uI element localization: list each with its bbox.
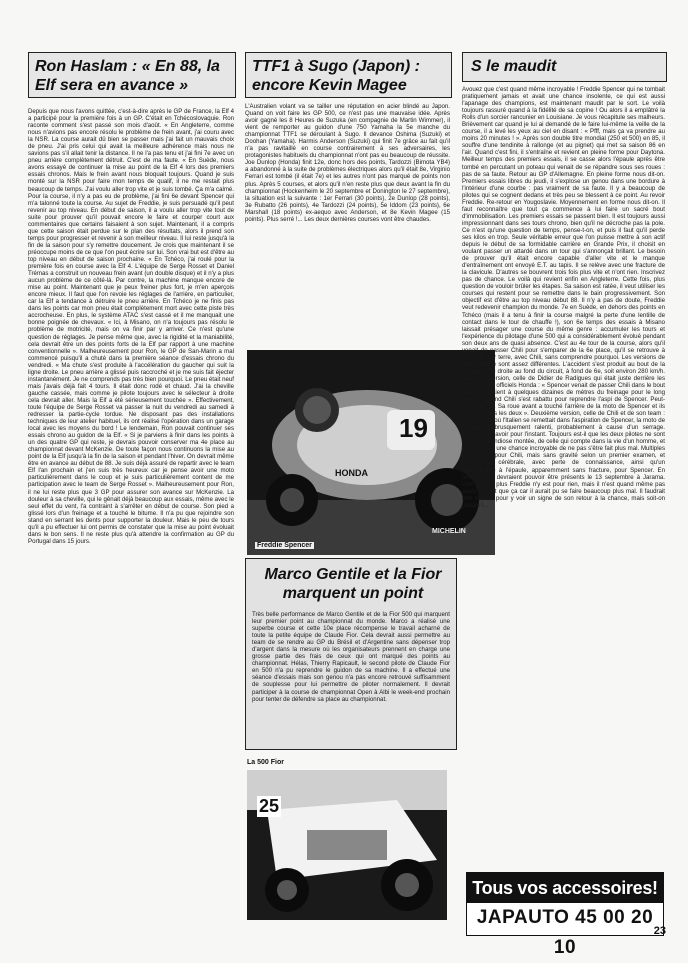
motorcycle-illustration <box>247 350 495 555</box>
tyre-label: MICHELIN <box>432 528 466 535</box>
article3-title: S le maudit <box>471 58 557 75</box>
article2-title: TTF1 à Sugo (Japon) : encore Kevin Magee <box>252 58 420 94</box>
article4-body: Très belle performance de Marco Gentile et de la Fior 500 qui marquent leur premier point au championnat du monde. Marco a réalisé une superbe course et cette 10e place récompense le travail acharné de toute la petite équipe de Claude Fior. Cela devrait aussi permettre au team de se rendre au GP du Brésil et d'Argentine sans dépenser trop d'argent dans la mesure où les organisateurs prennent en charge une grosse partie des frais de ceux qui ont marqué des points au championnat. Hélas, Thierry Rapicault, le second pilote de Claude Fior en 500 n'a pu reprendre le guidon de sa machine. Il a effectué une séance d'essais mais son genou n'a pas encore retrouvé suffisamment de souplesse pour lui permettre de piloter normalement. Il devrait participer à la course de championnat Open à Albi le week-end prochain pour tenter de défendre sa place au championnat. <box>252 611 450 703</box>
freddie-spencer-photo <box>247 350 495 555</box>
article4-title: Marco Gentile et la Fior marquent un point <box>264 566 442 602</box>
page-number: 23 <box>653 925 666 937</box>
japauto-ad <box>466 872 664 958</box>
ad-line1: Tous vos accessoires! <box>467 873 663 903</box>
article2-body: L'Australien volant va se tailler une réputation en acier blindé au Japon. Quand on voit faire les GP 500, ce n'est pas une mauvaise idée. Après avoir gagné les 8 Heures de Suzuka (en compagnie de Martin Wimmer), il vient de remporter au guidon d'une 750 Yamaha la 5e manche du championnat TTF1 se déroulant à Sugo. Il devance Oshima (Suzuki) et Doohan (Yamaha). Harmis Anderson (Suzuki) qui finit 7e grâce au fait qu'il n'a pas ravitaillé en course contrairement à ses adversaires, les protagonistes habituels du championnat n'ont pas eu beaucoup de réussite. Joe Dunlop (Honda) finit 12e, donc hors des points, Tardozzi (Bimota YB4) a abandonné à la suite de problèmes électriques alors qu'il était 8e, Virginio Ferrari est tombé (il était 7e) et les autres n'ont pas marqué de points non plus. Après 5 courses, et alors qu'il n'en reste plus que deux avant la fin du championnat (Hockenheim le 20 septembre et Donington le 27 septembre), la situation est la suivante : 1er Ferrari (30 points), 2e Dunlop (28 points), 3e Rubatto (26 points), 4e Tardozzi (24 points), 5e Iddom (23 points), 6e Marshall (18 points) ex-aequo avec Anderson, et 8e Kevin Magee (15 points). Plus serré !... Les deux dernières courses vont être chaudes. <box>245 103 450 223</box>
article1-title-box <box>28 52 236 98</box>
article2-title-box <box>245 52 452 98</box>
photo1-caption: Freddie Spencer <box>257 542 312 549</box>
article3-body: Avouez que c'est quand même incroyable ! Freddie Spencer qui ne tombait pratiquement jamais et avait une chance insolente, ce qui est aussi l'apanage des champions, est maintenant maudit par le sort. Le voilà toujours rassuré quand à la fidélité de sa copine ! Ou alors il a emplâtré la Rolls d'un sorcier rancunier en Louisiane. Je vous récapitule ses malheurs. Brièvement car quand je lui ai demandé de le faire lui-même la veille de la course, il a levé les yeux au ciel en disant : « Pfff, mais ça va prendre au moins 20 minutes ! ». Après son double titre mondial (250 et 500) en 85, il souffre d'une tendinite à rallonge (et au pignet) qui met sa saison 86 en l'air. Quand c'est fini, il s'entraîne et revient en pleine forme pour Daytona. Meilleur temps des premiers essais, il se casse alors l'épaule après être tombé en percutant un poteau qui venait de se répandre sous ses roues : pas de sa faute. Retour au GP d'Allemagne. En pleine forme nous dit-on. Premiers essais libres du jeudi, il s'explose un genou dans une bordure à l'intérieur d'une courbe : pas vraiment de sa faute. Il y a beaucoup de pilotes qui se cognent dedans et très peu se blessent à ce point. Au revoir Freddie. Re-retour en Yougoslavie. Moyennement en forme nous dit-on. Il faut reconnaître que tout ça commence à lui faire un sacré bout d'immobilisation. Les premiers essais se passent bien. Il est toujours aussi impressionnant dans ses tours chrono, bien qu'il ne décroche pas la pole. Ce n'est qu'une question de temps, pense-t-on, et puis il faut qu'il perde ses kilos en trop. Seule véritable erreur que l'on puisse mettre à son actif depuis le début de sa formidable carrière en Grande Prix, il choisit en voulant passer un attardé dans un tour qui s'annonçait brillant. Le besoin de prouver qu'il était encore capable d'aller vite et le manque d'entraînement ont envoyé E.T. au tapis. Il se relève avec une fracture de la clavicule. D'autres se bouvrent trois fois plus vite et n'ont rien. Inscrivez pas de chance. Le voilà qui revient enfin en Angleterre. Cette fois, plus question de vouloir brûler les étapes. Sa saison est ratée, il veut utiliser les courses qui restent pour se remettre dans le bain progressivement. Son objectif est d'être au top niveau début 88. Il n'y a pas de doute, Freddie veut redevenir champion du monde. 7e en Suède, en dehors des points en Tchéco (mais il a tenu à finir la course malgré la perte d'une lentille de contact dans le tour de chauffe !), son 6e temps des essais à Misano laissait présager une course du même genre : accumuler les tours et l'expérience du pilotage d'une 500 qui a considérablement évolué pendant son deux ans de quasi absence. C'est au 4e tour de la course, alors qu'il venait de passer Chili pour s'emparer de la 6e place, qu'il se retrouve à nouveau par terre, avec Chili, sans comprendre pourquoi. Les versions de l'accrochage sont assez différentes. L'accident s'est produit au bout de la courbe ligne droite au fond du circuit, à fond de 6e, soit environ 280 km/h. Première version, celle de Didier de Radigues qui était juste derrière les deux pilotes officiels Honda : « Spencer venait de passer Chili dans le bout droit. Ils étaient à quelques dizaines de mètres du freinage pour le long gauche quand Chili s'est rabattu pour reprendre l'aspi de Spencer. Peut-être trop tôt. Sa roue avant a touché l'arrière de la moto de Spencer et ils ont volé tous les deux ». Deuxième version, celle de Chili et de son team : au moment où l'Italien se remettait dans l'aspiration de Spencer, la moto de Freddie a brusquement ralenti, probablement à cause d'un serrage. Difficile de savoir pour l'instant. Toujours est-il que les deux pilotes ne sont pas une grandiose montée, de celle qui compte dans la vie d'un homme, et qu'ils ont eu une chance incroyable de ne pas s'être fait plus mal. Multiples contusions pour Chili, mais sans gravité selon un premier examen, et commotion cérébrale, avec perte de connaissance, ainsi qu'un traumatisme à l'épaule, apparemment sans fracture, pour Spencer. En principe, ils devraient pouvoir être présents le 13 septembre à Jarama. Une fois de plus Freddie n'y est pour rien, mais il n'est quand même pas aussi maudit que ça car il aurait pu se faire beaucoup plus mal. Il faudrait être vicieux pour y voir un signe de son retour à la chance, mais soit-on jamais !... <box>462 86 665 509</box>
sponsor-label: HONDA <box>335 468 368 478</box>
fior-race-number: 25 <box>259 796 280 816</box>
article1-title: Ron Haslam : « En 88, la Elf sera en avance » <box>35 58 220 94</box>
article1-body: Depuis que nous l'avons quittée, c'est-à-dire après le GP de France, la Elf 4 a participé pour la première fois à un GP. C'était en Tchécoslovaquie. Ron raconte comment s'est passé son mois d'août. « En Angleterre, comme nous n'avions pas encore résolu le problème de frein avant, j'ai couru avec la NSR. La course aurait dû bien se passer mais j'ai fait un mauvais choix de pneu. J'ai pris celui qui avait la meilleure adhérence mais nous ne savions pas s'il allait tenir la distance. Il ne l'a pas tenu et j'ai fini 7e avec un pneu arrière complètement détruit. C'est de ma faute. « En Suède, nous avons essayé de continuer la mise au point de la Elf 4 lors des premiers essais chronos. Mais le frein avant nous bloquait toujours. Quand je suis monté sur la NSR pour faire mon temps de qualif, il ne me restait plus beaucoup de temps. J'ai voulu aller trop vite et je suis tombé. Ça m'a calmé. Pour la course, il n'y a pas eu de problème, j'ai fini 6e devant Spencer qui m'a talonné toute la course. Au sujet de Freddie, je suis persuadé qu'il peut revenir au top niveau. En début de saison, il a voulu aller trop vite tout de suite pour prouver qu'il pouvait encore le faire et courper court aux commentaires que certains faisaient à son sujet. Maintenant, il a compris que cette saison était perdue sur le plan des résultats, alors il prend son temps pour progresser et revenir à son meilleur niveau. Il lui reste jusqu'à la fin de la saison pour s'y remettre doucement. Je crois que maintenant il se préoccupe moins de ce que l'on peut écrire sur lui. Son vrai but est d'être au top niveau en début de saison prochaine. « En Tchéco, j'ai roulé pour la première fois en course avec la Elf 4. L'équipe de Serge Rosset et Daniel Trémas a construit un nouveau frein avant (un double disque) et il n'y a plus aucun problème de ce côté-là. Par contre, la machine manque encore de mise au point. Maintenant que je peux freiner plus fort, je m'en aperçois encore mieux. Il faut que l'on revoie les réglages de l'arrière, en particulier, car la Elf a tendance à détruire le pneu arrière. En Tchéco je ne finis pas dans les points car mon pneu était complètement mort avec cette piste très accrocheuse. En plus, le système ATAC s'est cassé et il me manquait une bonne poignée de chevaux. « Ici, à Misano, on n'a toujours pas résolu le problème de motricité, mais on va finir par y arriver. Ce n'est qu'une question de réglages. Je pense même que, avec la rigidité et la maniabilité, cela devrait être un des points forts de la Elf par rapport à une machine conventionnelle ». Malheureusement pour Ron, le GP de San-Marin a mal commencé puisqu'il a chuté dans la première séance d'essais chrono du vendredi. « Ma chute s'est produite à l'accélération du gaucher qui suit la ligne droite. Le pneu arrière a glissé puis raccroché et je me suis fait éjecter instantanément. Je ne comprends pas très bien pourquoi. Le pneu était neuf mais j'avais déjà fait 4 tours. Il était donc rodé et chaud. J'ai la cheville gauche cassée, mais comme je pilote toujours avec le sélecteur à droite cela devrait aller. Mais la Elf a été sérieusement touchée ». Effectivement, toute l'équipe de Serge Rosset va passer la nuit du vendredi au samedi à redresser la partie-cycle tordue. Ne disposant pas des installations techniques de leur atelier habituel, ils ont réalisé l'opération dans un garage local avec les moyens du bord ! Le lendemain, Ron pouvait continuer ses essais chrono au guidon de la Elf. « Si je parviens à finir dans les points à un des quatre GP qui reste, je devrais pouvoir conserver ma 4e place au championnat devant McKenzie. De toute façon nous continuons la mise au point de la Elf jusqu'à la fin de la saison et pendant l'hiver. On devrait même être en avance au début de 88. Je suis déjà assuré de repartir avec le team Elf l'an prochain et j'en suis très heureux car je pense avoir une moto particulièrement dans le coup et je suis particulièrement content de me participation avec le team de Serge Rosset ». Malheureusement pour Ron, il ne lui reste plus que 3 GP pour assurer son avance sur McKenzie. La douleur à sa cheville, qui le gênait déjà beaucoup aux essais, même avec le seul effet du vent, l'a contraint à s'arrêter en début de course. Son pied a glissé lors d'un freinage et a touché le bitume. Il n'a pu que rejoindre son stand en serrant les dents pour supporter la douleur. Mais le peu de tours qu'il a pu effectuer lui ont permis de constater que la mise au point évoluait dans le bon sens. Il ne reste plus qu'à attendre la confirmation au GP du Portugal dans 15 jours. <box>28 108 234 545</box>
article4-box <box>245 558 457 750</box>
ad-line2: JAPAUTO 45 00 20 10 <box>476 907 654 958</box>
article3-title-box <box>462 52 667 82</box>
fior-motorcycle-illustration <box>247 770 447 920</box>
photo2-caption: La 500 Fior <box>247 759 284 766</box>
fior-photo <box>247 770 447 920</box>
race-number: 19 <box>399 413 428 443</box>
